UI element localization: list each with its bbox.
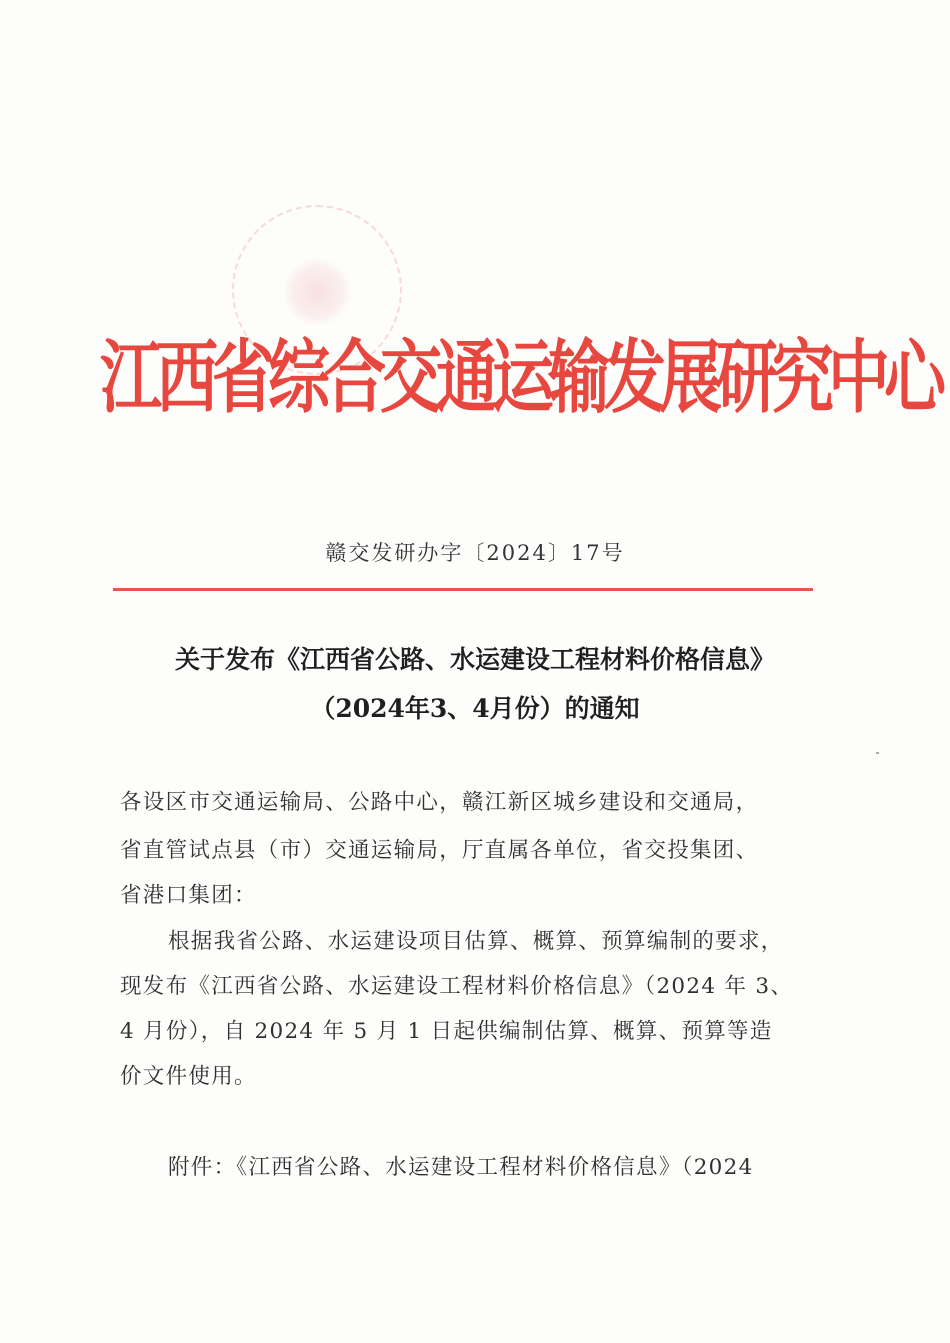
- document-number: 赣交发研办字〔2024〕17号: [325, 541, 625, 565]
- body-paragraph-line-1: 根据我省公路、水运建设项目估算、概算、预算编制的要求，: [168, 929, 784, 954]
- seal-center: [283, 258, 351, 326]
- body-paragraph-line-2: 现发布《江西省公路、水运建设工程材料价格信息》（2024 年 3、: [120, 974, 794, 999]
- recipients-line-2: 省直管试点县（市）交通运输局，厅直属各单位，省交投集团、: [120, 838, 759, 863]
- body-paragraph-line-4: 价文件使用。: [120, 1064, 257, 1089]
- organization-header: 江西省综合交通运输发展研究中心: [100, 330, 941, 425]
- scan-speck: [876, 752, 879, 754]
- recipients-line-3: 省港口集团：: [120, 883, 257, 908]
- attachment-line: 附件：《江西省公路、水运建设工程材料价格信息》（2024: [168, 1155, 754, 1180]
- subject-title-line-1: 关于发布《江西省公路、水运建设工程材料价格信息》: [174, 645, 775, 674]
- recipients-line-1: 各设区市交通运输局、公路中心，赣江新区城乡建设和交通局，: [120, 790, 759, 815]
- body-paragraph-line-3: 4 月份），自 2024 年 5 月 1 日起供编制估算、概算、预算等造: [120, 1019, 773, 1044]
- red-divider-line: [113, 588, 813, 591]
- subject-title-line-2: （2024年3、4月份）的通知: [310, 694, 640, 723]
